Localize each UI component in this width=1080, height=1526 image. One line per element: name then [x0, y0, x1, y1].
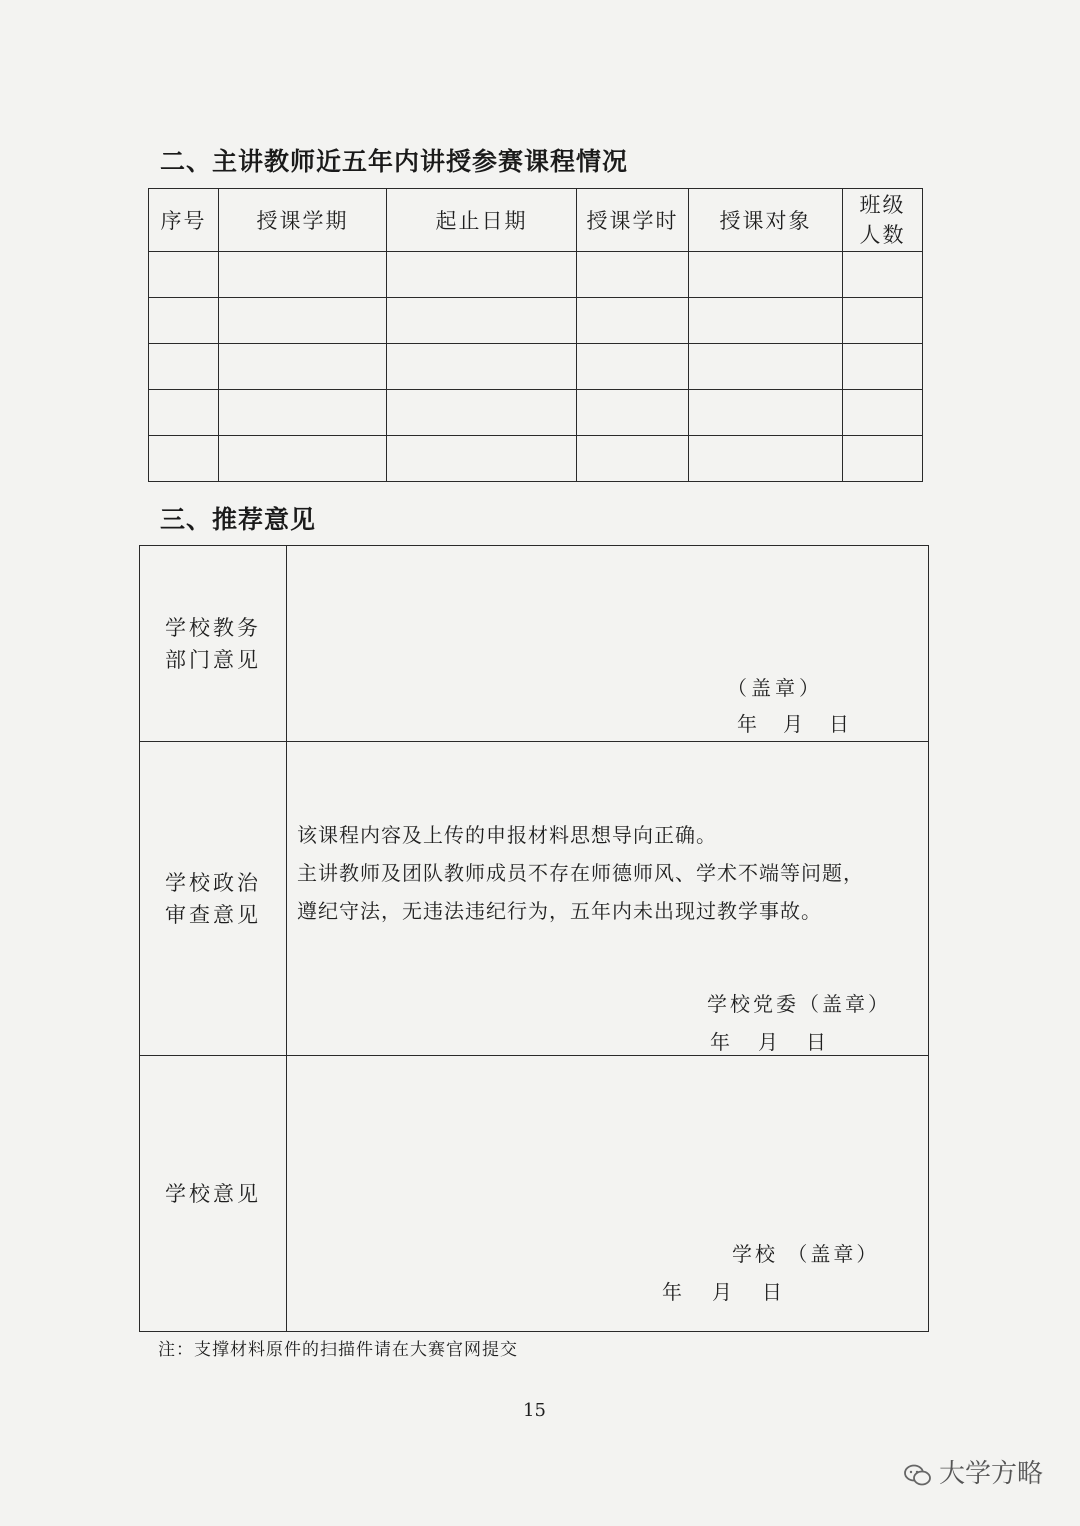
class-size-line1: 班级 — [859, 193, 906, 217]
col-header-audience: 授课对象 — [689, 189, 843, 252]
table-cell[interactable] — [219, 436, 387, 482]
school-stamp-label: 学校 （盖章） — [732, 1242, 880, 1266]
table-row — [149, 344, 923, 390]
table-cell[interactable] — [149, 436, 219, 482]
text-line: 遵纪守法，无违法违纪行为，五年内未出现过教学事故。 — [297, 899, 822, 923]
section-2-title: 二、主讲教师近五年内讲授参赛课程情况 — [160, 147, 629, 176]
col-header-index: 序号 — [149, 189, 219, 252]
table-cell[interactable] — [387, 298, 577, 344]
political-review-field[interactable] — [287, 742, 929, 1056]
text-line: 该课程内容及上传的申报材料思想导向正确。 — [297, 823, 717, 847]
col-header-hours: 授课学时 — [577, 189, 689, 252]
academic-stamp-label: （盖章） — [727, 676, 823, 700]
date-day: 日 — [829, 712, 849, 736]
academic-label-line2: 部门意见 — [165, 647, 261, 672]
table-cell[interactable] — [149, 390, 219, 436]
table-cell[interactable] — [149, 298, 219, 344]
academic-opinion-label — [140, 546, 287, 742]
table-cell[interactable] — [219, 344, 387, 390]
academic-opinion-row — [140, 546, 929, 742]
class-size-line2: 人数 — [859, 223, 906, 247]
table-cell[interactable] — [843, 436, 923, 482]
teaching-history-table — [148, 188, 923, 482]
political-review-row — [140, 742, 929, 1056]
section-3-title: 三、推荐意见 — [160, 505, 317, 534]
table-cell[interactable] — [219, 298, 387, 344]
academic-label-line1: 学校教务 — [165, 615, 261, 640]
political-stamp-label: 学校党委（盖章） — [707, 992, 891, 1016]
table-cell[interactable] — [219, 252, 387, 298]
date-year: 年 — [710, 1030, 730, 1054]
table-cell[interactable] — [689, 344, 843, 390]
table-cell[interactable] — [219, 390, 387, 436]
date-year: 年 — [737, 712, 757, 736]
date-month: 月 — [758, 1030, 778, 1054]
watermark-text: 大学方略 — [939, 1459, 1044, 1489]
recommendation-table — [139, 545, 929, 1332]
table-cell[interactable] — [843, 252, 923, 298]
table-cell[interactable] — [577, 298, 689, 344]
table-row — [149, 436, 923, 482]
academic-date — [737, 708, 849, 737]
text-line: 主讲教师及团队教师成员不存在师德师风、学术不端等问题， — [297, 861, 864, 885]
table-cell[interactable] — [843, 344, 923, 390]
date-year: 年 — [662, 1280, 682, 1304]
table-cell[interactable] — [577, 344, 689, 390]
political-review-label — [140, 742, 287, 1056]
school-opinion-field[interactable] — [287, 1056, 929, 1332]
table-cell[interactable] — [387, 390, 577, 436]
table-cell[interactable] — [689, 252, 843, 298]
date-month: 月 — [783, 712, 803, 736]
table-cell[interactable] — [577, 436, 689, 482]
table-cell[interactable] — [577, 390, 689, 436]
date-day: 日 — [806, 1030, 826, 1054]
col-header-class-size — [843, 189, 923, 252]
table-cell[interactable] — [149, 252, 219, 298]
table-cell[interactable] — [387, 252, 577, 298]
political-date — [710, 1026, 826, 1055]
table-cell[interactable] — [149, 344, 219, 390]
table-row — [149, 390, 923, 436]
col-header-dates: 起止日期 — [387, 189, 577, 252]
school-opinion-row — [140, 1056, 929, 1332]
school-date — [662, 1276, 782, 1305]
footnote: 注：支撑材料原件的扫描件请在大赛官网提交 — [158, 1340, 518, 1360]
table-header-row — [149, 189, 923, 252]
political-label-line1: 学校政治 — [165, 870, 261, 895]
table-cell[interactable] — [843, 298, 923, 344]
col-header-term: 授课学期 — [219, 189, 387, 252]
table-cell[interactable] — [689, 436, 843, 482]
watermark — [903, 1453, 1043, 1490]
date-month: 月 — [712, 1280, 732, 1304]
table-cell[interactable] — [387, 436, 577, 482]
table-cell[interactable] — [387, 344, 577, 390]
school-opinion-label — [140, 1056, 287, 1332]
table-row — [149, 298, 923, 344]
table-cell[interactable] — [689, 298, 843, 344]
political-review-text — [297, 816, 864, 930]
date-day: 日 — [762, 1280, 782, 1304]
page-number: 15 — [523, 1400, 546, 1421]
academic-opinion-field[interactable] — [287, 546, 929, 742]
school-label-text: 学校意见 — [165, 1181, 261, 1206]
table-cell[interactable] — [689, 390, 843, 436]
table-row — [149, 252, 923, 298]
political-label-line2: 审查意见 — [165, 902, 261, 927]
table-cell[interactable] — [843, 390, 923, 436]
wechat-icon — [903, 1463, 933, 1487]
table-cell[interactable] — [577, 252, 689, 298]
